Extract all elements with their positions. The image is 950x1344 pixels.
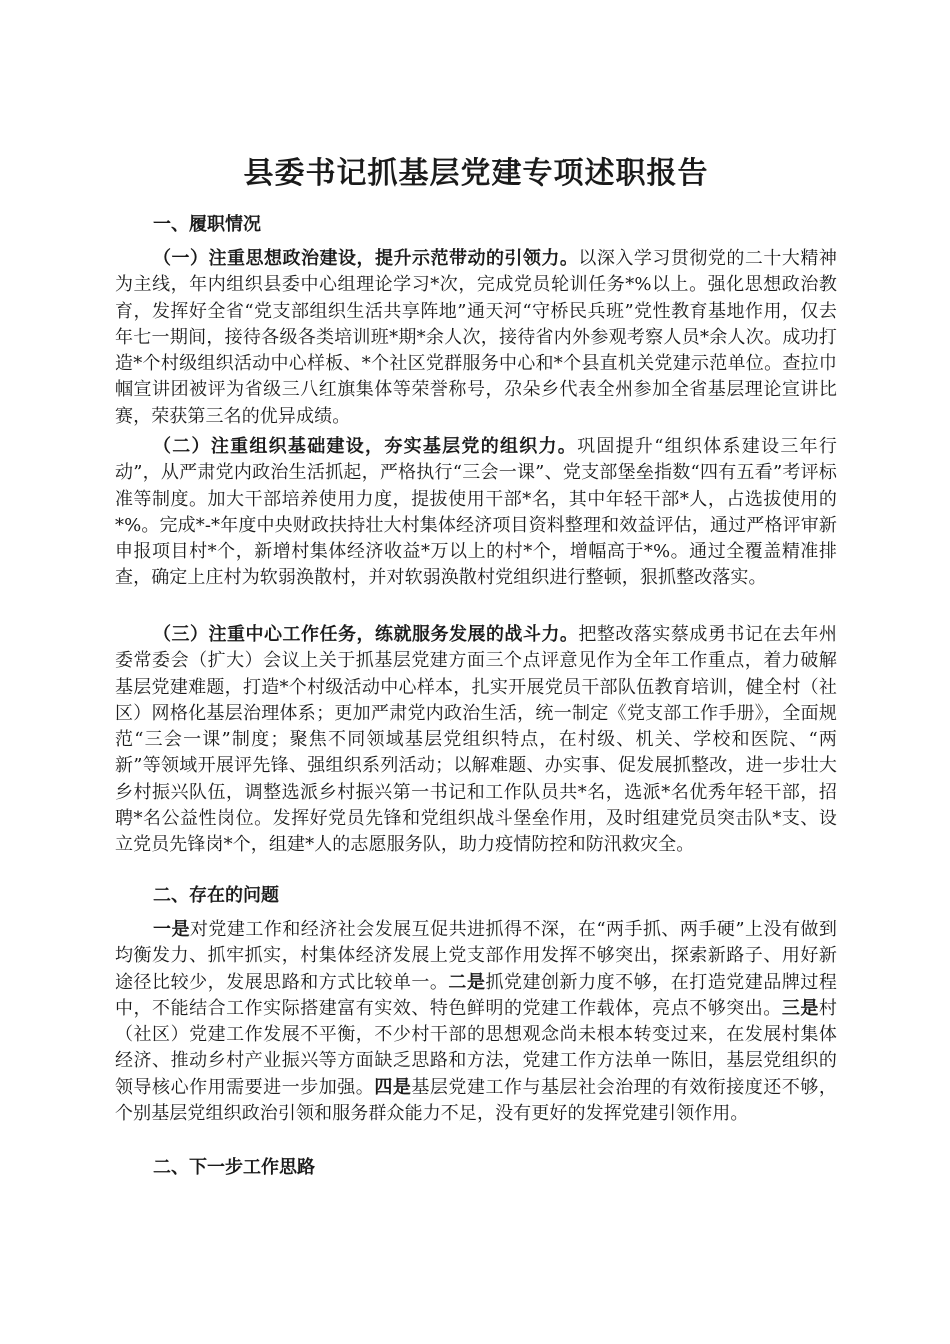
paragraph-body: 把整改落实蔡成勇书记在去年州委常委会（扩大）会议上关于抓基层党建方面三个点评意见作为全年工作重点，着力破解基层党建难题，打造*个村级活动中心样本，扎实开展党员干部队伍教育培训，健全村（社区）网格化基层治理体系；更加严肃党内政治生活，统一制定《党支部工作手册》，全面规范“三会一课”制度；聚焦不同领域基层党组织特点，在村级、机关、学校和医院、“两新”等领域开展评先锋、强组织系列活动；以解难题、办实事、促发展抓整改，进一步壮大乡村振兴队伍，调整选派乡村振兴第一书记和工作队员共*名，选派*名优秀年轻干部，招聘*名公益性岗位。发挥好党员先锋和党组织战斗堡垒作用，及时组建党员突击队*支、设立党员先锋岗*个，组建*人的志愿服务队，助力疫情防控和防汛救灾全。	[115, 624, 837, 856]
paragraph-central-tasks	[115, 622, 837, 859]
problem-4-lead: 四是	[374, 1076, 412, 1098]
problem-1-lead: 一是	[153, 919, 190, 940]
section-heading-next-steps: 二、下一步工作思路	[153, 1157, 315, 1178]
problem-3-body: 村（社区）党建工作发展不平衡，不少村干部的思想观念尚未根本转变过来，在发展村集体经济、推动乡村产业振兴等方面缺乏思路和方法，党建工作方法单一陈旧，基层党组织的领导核心作用需要进一步加强。	[115, 997, 837, 1098]
section-heading-performance: 一、履职情况	[153, 214, 261, 235]
problem-4-body: 基层党建工作与基层社会治理的有效衔接度还不够，个别基层党组织政治引领和服务群众能力不足，没有更好的发挥党建引领作用。	[115, 1076, 837, 1125]
paragraph-body: 巩固提升“组织体系建设三年行动”，从严肃党内政治生活抓起，严格执行“三会一课”、党支部堡垒指数“四有五看”考评标准等制度。加大干部培养使用力度，提拔使用干部*名，其中年轻干部*人，占选拔使用的*%。完成*-*年度中央财政扶持壮大村集体经济项目资料整理和效益评估，通过严格评审新申报项目村*个，新增村集体经济收益*万以上的村*个，增幅高于*%。通过全覆盖精准排查，确定上庄村为软弱涣散村，并对软弱涣散村党组织进行整顿，狠抓整改落实。	[115, 436, 837, 589]
problem-1-body: 对党建工作和经济社会发展互促共进抓得不深，在“两手抓、两手硬”上没有做到均衡发力、抓牢抓实，村集体经济发展上党支部作用发挥不够突出，探索新路子、用好新途径比较少，发展思路和方式比较单一。	[115, 919, 837, 993]
problem-2-body: 抓党建创新力度不够，在打造党建品牌过程中，不能结合工作实际搭建富有实效、特色鲜明的党建工作载体，亮点不够突出。	[115, 971, 837, 1019]
problem-3-lead: 三是	[781, 997, 819, 1019]
paragraph-problems	[115, 917, 837, 1127]
paragraph-lead: （三）注重中心工作任务，练就服务发展的战斗力。	[153, 624, 579, 645]
paragraph-lead: （二）注重组织基础建设，夯实基层党的组织力。	[153, 436, 578, 457]
problem-2-lead: 二是	[448, 971, 486, 993]
section-heading-problems: 二、存在的问题	[153, 885, 279, 906]
paragraph-ideological-building	[115, 246, 837, 430]
paragraph-body: 以深入学习贯彻党的二十大精神为主线，年内组织县委中心组理论学习*次，完成党员轮训任务*%以上。强化思想政治教育，发挥好全省“党支部组织生活共享阵地”通天河“守桥民兵班”党性教育基地作用，仅去年七一期间，接待各级各类培训班*期*余人次，接待省内外参观考察人员*余人次。成功打造*个村级组织活动中心样板、*个社区党群服务中心和*个县直机关党建示范单位。查拉巾帼宣讲团被评为省级三八红旗集体等荣誉称号，尕朵乡代表全州参加全省基层理论宣讲比赛，荣获第三名的优异成绩。	[115, 248, 837, 427]
document-title: 县委书记抓基层党建专项述职报告	[243, 156, 709, 191]
paragraph-organizational-building	[115, 434, 837, 592]
paragraph-lead: （一）注重思想政治建设，提升示范带动的引领力。	[153, 248, 579, 269]
